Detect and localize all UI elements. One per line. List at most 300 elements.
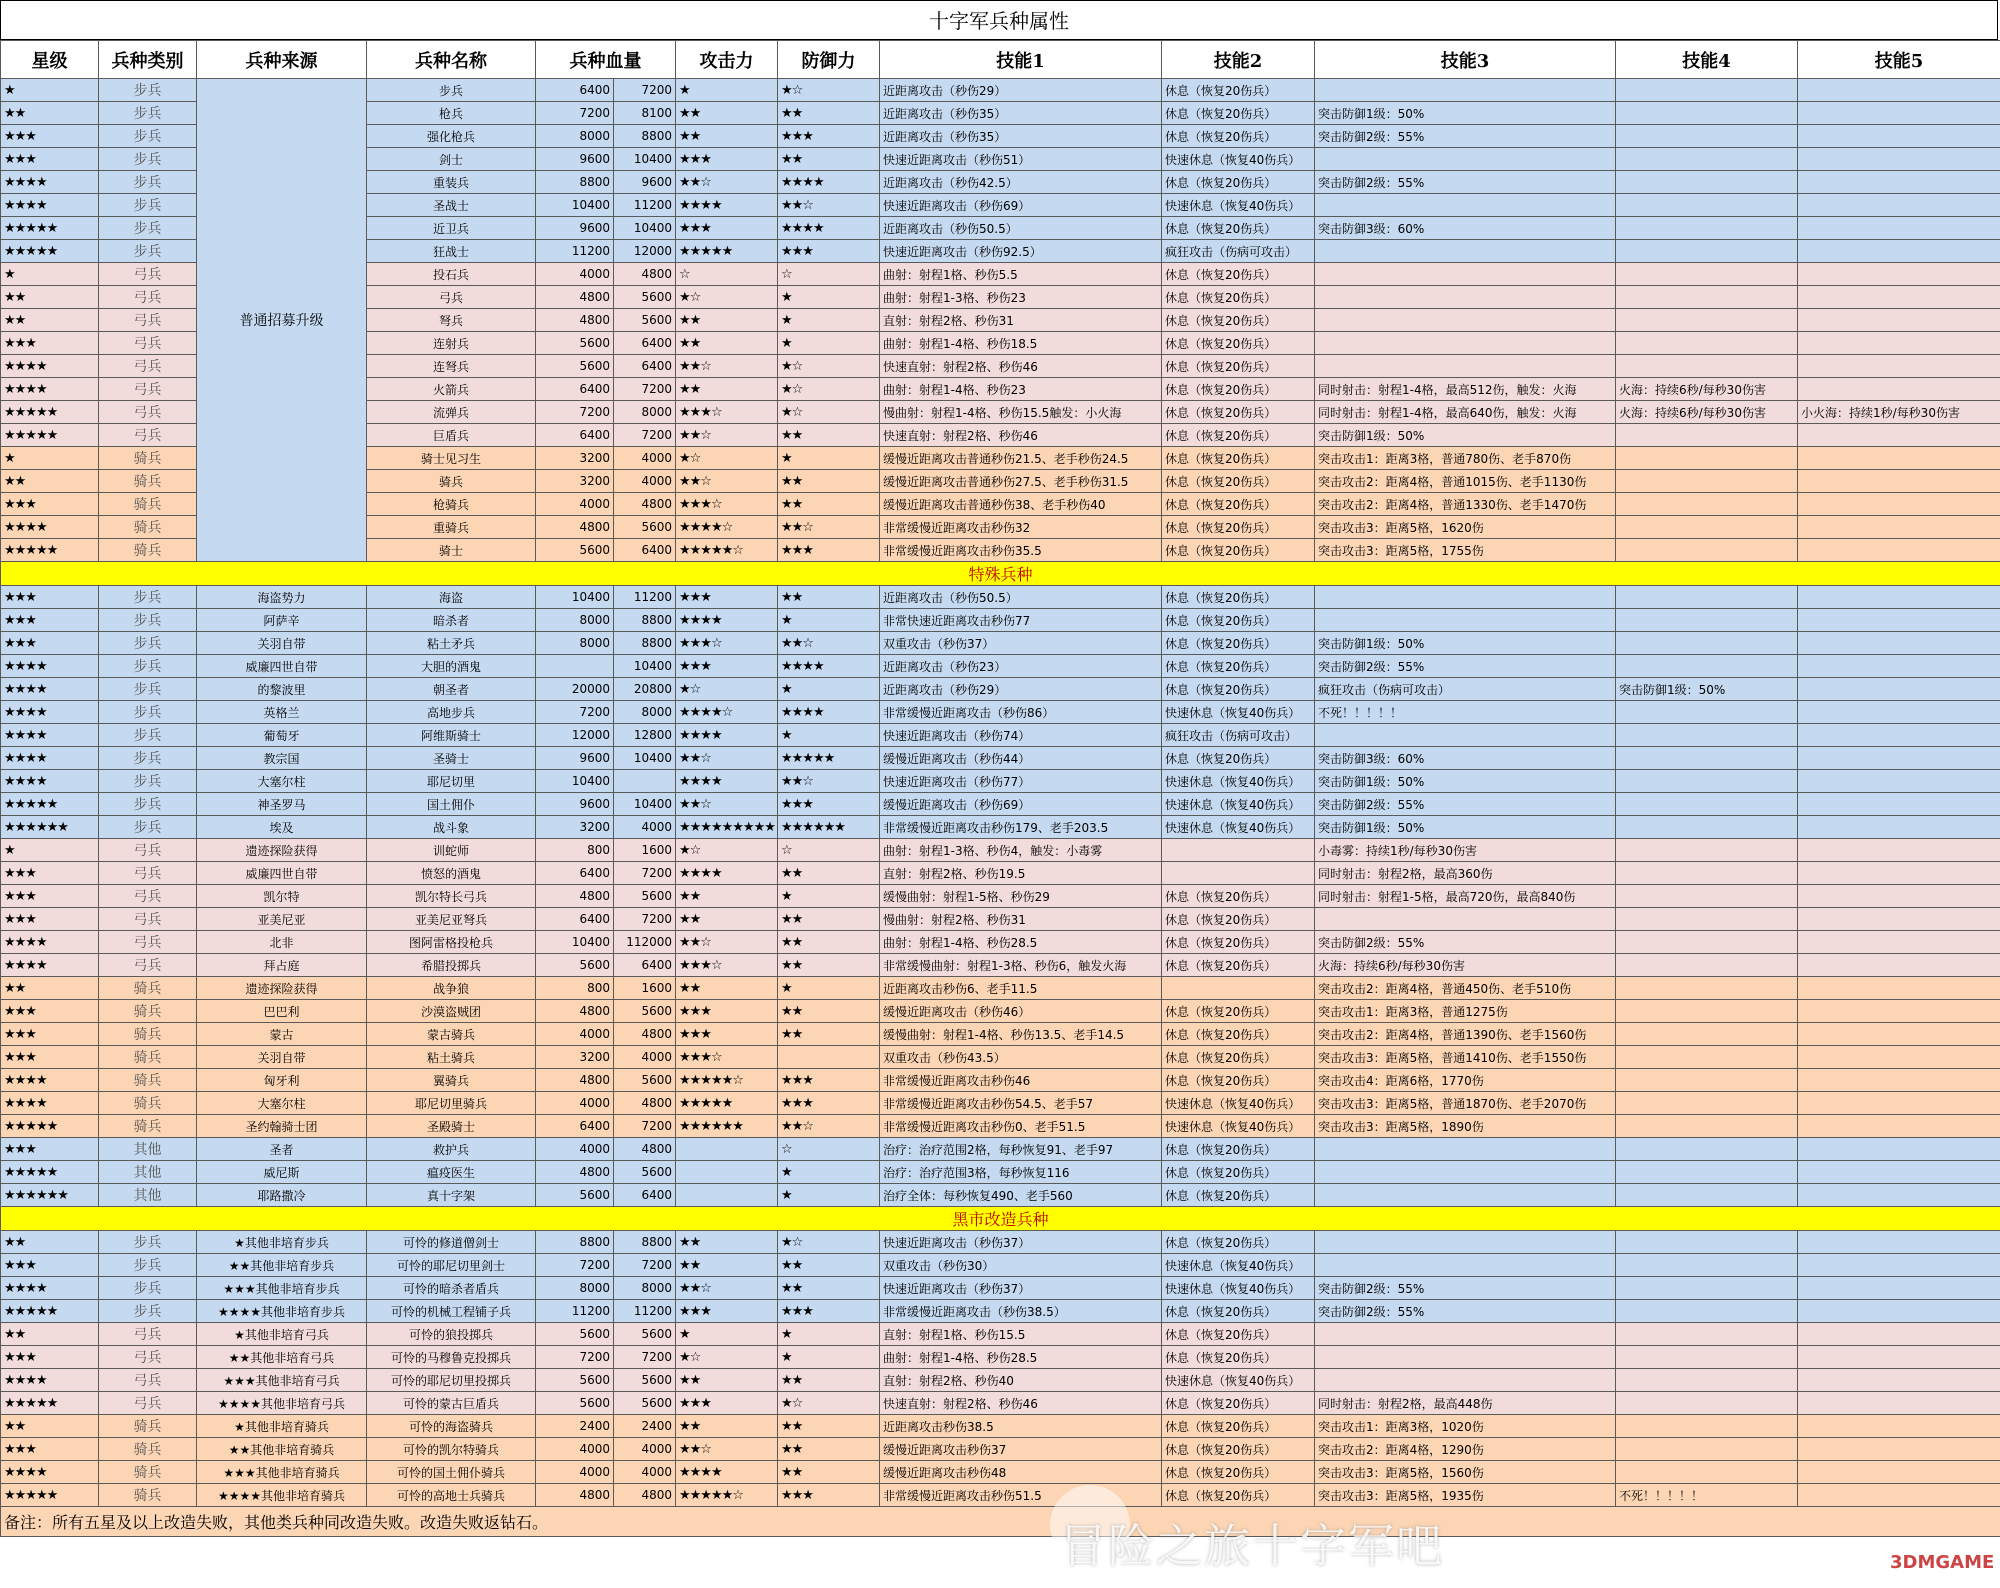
- skill-3: 突击防御1级：50%: [1315, 770, 1616, 793]
- table-row: [1, 701, 2000, 724]
- unit-type: 步兵: [99, 79, 197, 102]
- skill-1: 近距离攻击（秒伤23）: [880, 655, 1162, 678]
- star-rating: ★★★★: [1, 378, 99, 401]
- hp-max: 4800: [614, 1092, 676, 1115]
- defense-stars: ★★: [778, 493, 880, 516]
- hp-min: 3200: [536, 1046, 614, 1069]
- star-rating: ★★★: [1, 1138, 99, 1161]
- unit-type: 步兵: [99, 1277, 197, 1300]
- unit-type: 骑兵: [99, 1461, 197, 1484]
- hp-min: 5600: [536, 954, 614, 977]
- unit-type: 步兵: [99, 217, 197, 240]
- unit-source: 威尼斯: [197, 1161, 367, 1184]
- skill-5: [1798, 378, 2000, 401]
- skill-1: 近距离攻击秒伤38.5: [880, 1415, 1162, 1438]
- hp-min: 10400: [536, 770, 614, 793]
- hp-max: 4000: [614, 816, 676, 839]
- attack-stars: ★★★★★★★★★: [676, 816, 778, 839]
- skill-5: [1798, 1000, 2000, 1023]
- unit-type: 步兵: [99, 632, 197, 655]
- hp-max: 8000: [614, 701, 676, 724]
- attack-stars: ★★☆: [676, 793, 778, 816]
- skill-3: [1315, 908, 1616, 931]
- skill-2: 疯狂攻击（伤病可攻击）: [1162, 724, 1315, 747]
- skill-2: 休息（恢复20伤兵）: [1162, 954, 1315, 977]
- skill-1: 非常缓慢近距离攻击（秒伤38.5）: [880, 1300, 1162, 1323]
- attack-stars: ★★★★★: [676, 1092, 778, 1115]
- attack-stars: ★★★★: [676, 862, 778, 885]
- table-row: [1, 1392, 2000, 1415]
- hp-min: 3200: [536, 816, 614, 839]
- skill-2: 休息（恢复20伤兵）: [1162, 1300, 1315, 1323]
- attack-stars: ★★★: [676, 1000, 778, 1023]
- hp-min: 4000: [536, 493, 614, 516]
- skill-4: [1616, 516, 1798, 539]
- hp-max: 5600: [614, 1000, 676, 1023]
- unit-type: 骑兵: [99, 1115, 197, 1138]
- hp-max: 11200: [614, 1300, 676, 1323]
- hp-min: 5600: [536, 1392, 614, 1415]
- table-row: [1, 793, 2000, 816]
- unit-type: 弓兵: [99, 401, 197, 424]
- skill-4: [1616, 1000, 1798, 1023]
- skill-1: 近距离攻击（秒伤50.5）: [880, 586, 1162, 609]
- star-rating: ★★★: [1, 1346, 99, 1369]
- skill-5: [1798, 493, 2000, 516]
- skill-5: [1798, 240, 2000, 263]
- skill-1: 近距离攻击（秒伤29）: [880, 678, 1162, 701]
- skill-5: [1798, 263, 2000, 286]
- unit-source: 威廉四世自带: [197, 862, 367, 885]
- table-row: [1, 1346, 2000, 1369]
- unit-type: 弓兵: [99, 332, 197, 355]
- skill-4: [1616, 862, 1798, 885]
- skill-1: 曲射：射程1-4格、秒伤28.5: [880, 931, 1162, 954]
- defense-stars: ★☆: [778, 79, 880, 102]
- defense-stars: ★★★: [778, 240, 880, 263]
- skill-5: [1798, 1277, 2000, 1300]
- hp-min: 8000: [536, 632, 614, 655]
- star-rating: ★★: [1, 102, 99, 125]
- star-rating: ★★★: [1, 148, 99, 171]
- skill-5: [1798, 79, 2000, 102]
- defense-stars: ★: [778, 286, 880, 309]
- unit-source: 阿萨辛: [197, 609, 367, 632]
- hp-max: 8800: [614, 1231, 676, 1254]
- hp-max: 4000: [614, 1046, 676, 1069]
- attack-stars: ★★★: [676, 1392, 778, 1415]
- skill-3: 小毒雾：持续1秒/每秒30伤害: [1315, 839, 1616, 862]
- defense-stars: ★: [778, 609, 880, 632]
- skill-4: [1616, 217, 1798, 240]
- skill-5: 小火海：持续1秒/每秒30伤害: [1798, 401, 2000, 424]
- hp-min: 4800: [536, 1484, 614, 1507]
- hp-max: 4800: [614, 263, 676, 286]
- unit-source: 巴巴利: [197, 1000, 367, 1023]
- skill-2: 休息（恢复20伤兵）: [1162, 632, 1315, 655]
- skill-2: 休息（恢复20伤兵）: [1162, 1415, 1315, 1438]
- hp-min: 5600: [536, 539, 614, 562]
- skill-2: 快速休息（恢复40伤兵）: [1162, 1369, 1315, 1392]
- skill-2: [1162, 977, 1315, 1000]
- table-row: [1, 1277, 2000, 1300]
- star-rating: ★★★: [1, 862, 99, 885]
- 3dm-logo: 3DMGAME: [1890, 1552, 1995, 1573]
- attack-stars: [676, 1138, 778, 1161]
- skill-1: 非常缓慢近距离攻击秒伤51.5: [880, 1484, 1162, 1507]
- unit-name: 沙漠盗贼团: [367, 1000, 536, 1023]
- hp-max: 6400: [614, 332, 676, 355]
- skill-4: [1616, 977, 1798, 1000]
- hp-max: 10400: [614, 148, 676, 171]
- skill-3: 同时射击：射程1-4格，最高640伤，触发：火海: [1315, 401, 1616, 424]
- attack-stars: ★★: [676, 1415, 778, 1438]
- section-row: [1, 562, 2000, 586]
- skill-4: [1616, 470, 1798, 493]
- skill-3: 突击防御1级：50%: [1315, 816, 1616, 839]
- hp-max: 1600: [614, 839, 676, 862]
- hp-max: 8800: [614, 125, 676, 148]
- hp-max: 7200: [614, 1254, 676, 1277]
- skill-5: [1798, 1438, 2000, 1461]
- defense-stars: ★: [778, 1346, 880, 1369]
- unit-type: 骑兵: [99, 539, 197, 562]
- header-skill5: 技能5: [1798, 41, 2000, 79]
- star-rating: ★: [1, 79, 99, 102]
- hp-min: 7200: [536, 701, 614, 724]
- defense-stars: ★★★: [778, 1300, 880, 1323]
- defense-stars: ★★: [778, 1438, 880, 1461]
- hp-min: 9600: [536, 217, 614, 240]
- skill-2: 快速休息（恢复40伤兵）: [1162, 148, 1315, 171]
- unit-source: ★★其他非培育步兵: [197, 1254, 367, 1277]
- attack-stars: ★★★★: [676, 1461, 778, 1484]
- unit-name: 高地步兵: [367, 701, 536, 724]
- unit-name: 流弹兵: [367, 401, 536, 424]
- skill-5: [1798, 1046, 2000, 1069]
- skill-1: 缓慢近距离攻击秒伤48: [880, 1461, 1162, 1484]
- skill-2: 休息（恢复20伤兵）: [1162, 102, 1315, 125]
- hp-min: 6400: [536, 424, 614, 447]
- skill-5: [1798, 1300, 2000, 1323]
- hp-max: 4000: [614, 1438, 676, 1461]
- unit-name: 蒙古骑兵: [367, 1023, 536, 1046]
- attack-stars: ★★★☆: [676, 401, 778, 424]
- unit-source: 遗迹探险获得: [197, 977, 367, 1000]
- skill-1: 慢曲射：射程1-4格、秒伤15.5触发：小火海: [880, 401, 1162, 424]
- unit-source: ★其他非培育弓兵: [197, 1323, 367, 1346]
- defense-stars: ★★: [778, 424, 880, 447]
- unit-source: ★其他非培育步兵: [197, 1231, 367, 1254]
- skill-2: 休息（恢复20伤兵）: [1162, 470, 1315, 493]
- skill-4: [1616, 355, 1798, 378]
- attack-stars: ★★★★★: [676, 240, 778, 263]
- unit-source: ★★★★其他非培育骑兵: [197, 1484, 367, 1507]
- hp-max: 5600: [614, 885, 676, 908]
- skill-5: [1798, 839, 2000, 862]
- skill-4: 不死！！！！！: [1616, 1484, 1798, 1507]
- table-row: [1, 1484, 2000, 1507]
- unit-name: 步兵: [367, 79, 536, 102]
- hp-min: 20000: [536, 678, 614, 701]
- hp-min: 10400: [536, 586, 614, 609]
- skill-4: [1616, 632, 1798, 655]
- defense-stars: ★: [778, 1323, 880, 1346]
- table-row: [1, 1000, 2000, 1023]
- unit-name: 重装兵: [367, 171, 536, 194]
- skill-3: 突击攻击2：距离4格，1290伤: [1315, 1438, 1616, 1461]
- unit-name: 强化枪兵: [367, 125, 536, 148]
- skill-1: 快速近距离攻击（秒伤37）: [880, 1231, 1162, 1254]
- skill-4: [1616, 954, 1798, 977]
- unit-name: 可怜的耶尼切里剑士: [367, 1254, 536, 1277]
- hp-min: [536, 655, 614, 678]
- unit-name: 凯尔特长弓兵: [367, 885, 536, 908]
- skill-3: 突击攻击3：距离5格，普通1410伤、老手1550伤: [1315, 1046, 1616, 1069]
- star-rating: ★★★★★: [1, 424, 99, 447]
- skill-3: 突击攻击1：距离3格，普通1275伤: [1315, 1000, 1616, 1023]
- attack-stars: ★★★★☆: [676, 701, 778, 724]
- skill-4: [1616, 125, 1798, 148]
- attack-stars: ★☆: [676, 447, 778, 470]
- skill-2: 快速休息（恢复40伤兵）: [1162, 1254, 1315, 1277]
- table-row: [1, 1138, 2000, 1161]
- unit-name: 朝圣者: [367, 678, 536, 701]
- skill-5: [1798, 286, 2000, 309]
- unit-name: 真十字架: [367, 1184, 536, 1207]
- defense-stars: ★★★: [778, 1484, 880, 1507]
- table-row: [1, 655, 2000, 678]
- skill-4: [1616, 1138, 1798, 1161]
- unit-source: 凯尔特: [197, 885, 367, 908]
- unit-name: 骑兵: [367, 470, 536, 493]
- skill-5: [1798, 1369, 2000, 1392]
- skill-5: [1798, 954, 2000, 977]
- skill-5: [1798, 309, 2000, 332]
- defense-stars: ★: [778, 1184, 880, 1207]
- skill-1: 非常缓慢近距离攻击秒伤35.5: [880, 539, 1162, 562]
- skill-3: [1315, 724, 1616, 747]
- attack-stars: ★★★★☆: [676, 516, 778, 539]
- skill-1: 近距离攻击秒伤6、老手11.5: [880, 977, 1162, 1000]
- table-row: [1, 885, 2000, 908]
- unit-source: ★★★其他非培育骑兵: [197, 1461, 367, 1484]
- unit-name: 可怜的国土佣仆骑兵: [367, 1461, 536, 1484]
- defense-stars: ★: [778, 447, 880, 470]
- skill-1: 非常快速近距离攻击秒伤77: [880, 609, 1162, 632]
- skill-4: [1616, 102, 1798, 125]
- hp-min: 5600: [536, 1369, 614, 1392]
- unit-name: 国土佣仆: [367, 793, 536, 816]
- defense-stars: ★★★★: [778, 701, 880, 724]
- unit-name: 可怜的高地士兵骑兵: [367, 1484, 536, 1507]
- skill-2: 快速休息（恢复40伤兵）: [1162, 1115, 1315, 1138]
- skill-3: [1315, 148, 1616, 171]
- skill-3: 不死！！！！！: [1315, 701, 1616, 724]
- skill-1: 缓慢近距离攻击普通秒伤38、老手秒伤40: [880, 493, 1162, 516]
- attack-stars: ★: [676, 1323, 778, 1346]
- skill-5: [1798, 1415, 2000, 1438]
- skill-4: [1616, 263, 1798, 286]
- skill-2: 休息（恢复20伤兵）: [1162, 609, 1315, 632]
- star-rating: ★★★: [1, 493, 99, 516]
- defense-stars: ★: [778, 977, 880, 1000]
- unit-type: 步兵: [99, 1231, 197, 1254]
- star-rating: ★★★★: [1, 655, 99, 678]
- unit-source: 的黎波里: [197, 678, 367, 701]
- watermark-text: 冒险之旅十字军吧: [1060, 1519, 1444, 1573]
- skill-2: 休息（恢复20伤兵）: [1162, 1000, 1315, 1023]
- defense-stars: ★★★★: [778, 171, 880, 194]
- hp-max: 10400: [614, 747, 676, 770]
- skill-1: 快速直射：射程2格、秒伤46: [880, 355, 1162, 378]
- star-rating: ★★★★: [1, 724, 99, 747]
- star-rating: ★★★: [1, 586, 99, 609]
- star-rating: ★★★★: [1, 1277, 99, 1300]
- attack-stars: ★☆: [676, 678, 778, 701]
- skill-3: 突击防御3级：60%: [1315, 747, 1616, 770]
- table-row: [1, 816, 2000, 839]
- attack-stars: ★★★☆: [676, 954, 778, 977]
- hp-max: 7200: [614, 862, 676, 885]
- unit-type: 弓兵: [99, 355, 197, 378]
- unit-name: 阿维斯骑士: [367, 724, 536, 747]
- skill-2: 休息（恢复20伤兵）: [1162, 516, 1315, 539]
- defense-stars: ★★★★★★: [778, 816, 880, 839]
- attack-stars: ★☆: [676, 1346, 778, 1369]
- unit-name: 救护兵: [367, 1138, 536, 1161]
- unit-type: 弓兵: [99, 1323, 197, 1346]
- skill-5: [1798, 701, 2000, 724]
- star-rating: ★★★: [1, 885, 99, 908]
- hp-min: 11200: [536, 1300, 614, 1323]
- hp-min: 8000: [536, 609, 614, 632]
- skill-3: [1315, 1231, 1616, 1254]
- skill-1: 近距离攻击（秒伤42.5）: [880, 171, 1162, 194]
- defense-stars: ★★★: [778, 539, 880, 562]
- defense-stars: ★★☆: [778, 632, 880, 655]
- hp-min: 3200: [536, 447, 614, 470]
- star-rating: ★★★★: [1, 355, 99, 378]
- table-row: [1, 1023, 2000, 1046]
- defense-stars: [778, 1046, 880, 1069]
- unit-source: ★★其他非培育弓兵: [197, 1346, 367, 1369]
- skill-5: [1798, 102, 2000, 125]
- skill-3: 突击防御2级：55%: [1315, 793, 1616, 816]
- unit-source: 匈牙利: [197, 1069, 367, 1092]
- skill-4: [1616, 747, 1798, 770]
- skill-3: 突击攻击2：距离4格，普通1015伤、老手1130伤: [1315, 470, 1616, 493]
- unit-name: 可怜的修道僧剑士: [367, 1231, 536, 1254]
- hp-min: 4000: [536, 263, 614, 286]
- skill-3: 突击防御1级：50%: [1315, 424, 1616, 447]
- defense-stars: ☆: [778, 839, 880, 862]
- skill-5: [1798, 355, 2000, 378]
- section-row: [1, 1207, 2000, 1231]
- unit-name: 连射兵: [367, 332, 536, 355]
- unit-name: 枪骑兵: [367, 493, 536, 516]
- table-row: [1, 1300, 2000, 1323]
- skill-1: 近距离攻击（秒伤35）: [880, 102, 1162, 125]
- unit-name: 近卫兵: [367, 217, 536, 240]
- unit-type: 弓兵: [99, 862, 197, 885]
- hp-min: 800: [536, 977, 614, 1000]
- skill-2: 疯狂攻击（伤病可攻击）: [1162, 240, 1315, 263]
- sheet-title: 十字军兵种属性: [0, 0, 1998, 40]
- skill-2: 休息（恢复20伤兵）: [1162, 1184, 1315, 1207]
- skill-5: [1798, 1138, 2000, 1161]
- skill-4: [1616, 586, 1798, 609]
- unit-name: 愤怒的酒鬼: [367, 862, 536, 885]
- skill-4: 火海：持续6秒/每秒30伤害: [1616, 401, 1798, 424]
- star-rating: ★★: [1, 1323, 99, 1346]
- skill-2: 休息（恢复20伤兵）: [1162, 1346, 1315, 1369]
- table-row: [1, 1115, 2000, 1138]
- star-rating: ★★★★★★: [1, 1184, 99, 1207]
- hp-min: 8000: [536, 1277, 614, 1300]
- unit-type: 骑兵: [99, 1092, 197, 1115]
- defense-stars: ★★★: [778, 125, 880, 148]
- skill-4: [1616, 424, 1798, 447]
- skill-3: 突击防御1级：50%: [1315, 102, 1616, 125]
- skill-1: 双重攻击（秒伤37）: [880, 632, 1162, 655]
- table-row: [1, 1415, 2000, 1438]
- skill-2: 休息（恢复20伤兵）: [1162, 678, 1315, 701]
- skill-2: 休息（恢复20伤兵）: [1162, 931, 1315, 954]
- attack-stars: ★☆: [676, 839, 778, 862]
- skill-3: [1315, 194, 1616, 217]
- star-rating: ★: [1, 263, 99, 286]
- skill-5: [1798, 1392, 2000, 1415]
- unit-source: 教宗国: [197, 747, 367, 770]
- unit-source: 普通招募升级: [197, 79, 367, 562]
- unit-type: 步兵: [99, 747, 197, 770]
- star-rating: ★★★★: [1, 1092, 99, 1115]
- skill-2: 休息（恢复20伤兵）: [1162, 1138, 1315, 1161]
- skill-4: [1616, 1115, 1798, 1138]
- skill-4: [1616, 1092, 1798, 1115]
- hp-min: 6400: [536, 862, 614, 885]
- header-source: 兵种来源: [197, 41, 367, 79]
- skill-4: [1616, 1254, 1798, 1277]
- skill-1: 近距离攻击（秒伤50.5）: [880, 217, 1162, 240]
- defense-stars: ★★: [778, 1415, 880, 1438]
- attack-stars: [676, 1184, 778, 1207]
- skill-3: 突击攻击2：距离4格，普通1390伤、老手1560伤: [1315, 1023, 1616, 1046]
- skill-4: [1616, 931, 1798, 954]
- skill-5: [1798, 1323, 2000, 1346]
- table-row: [1, 632, 2000, 655]
- hp-min: 8800: [536, 1231, 614, 1254]
- skill-5: [1798, 678, 2000, 701]
- hp-min: 5600: [536, 1323, 614, 1346]
- skill-3: [1315, 1138, 1616, 1161]
- attack-stars: ★★: [676, 378, 778, 401]
- unit-source: 神圣罗马: [197, 793, 367, 816]
- skill-1: 快速近距离攻击（秒伤37）: [880, 1277, 1162, 1300]
- skill-2: 休息（恢复20伤兵）: [1162, 424, 1315, 447]
- unit-type: 步兵: [99, 194, 197, 217]
- section-title: 特殊兵种: [1, 562, 2000, 586]
- star-rating: ★★★★: [1, 678, 99, 701]
- star-rating: ★★★★★: [1, 1300, 99, 1323]
- defense-stars: ★: [778, 724, 880, 747]
- hp-max: 4800: [614, 1484, 676, 1507]
- skill-1: 快速近距离攻击（秒伤74）: [880, 724, 1162, 747]
- defense-stars: ★★: [778, 954, 880, 977]
- unit-name: 弩兵: [367, 309, 536, 332]
- skill-2: 休息（恢复20伤兵）: [1162, 1484, 1315, 1507]
